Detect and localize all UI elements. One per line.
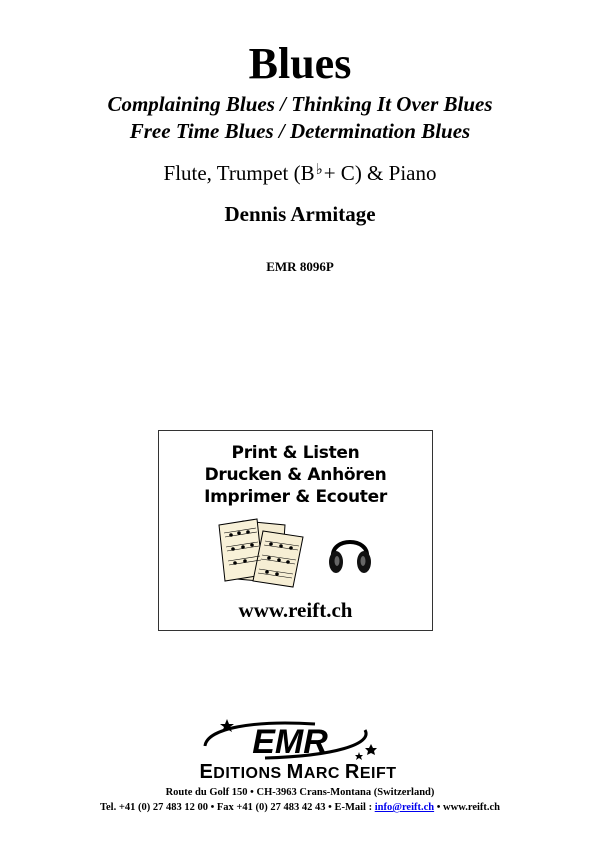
- publisher-name-part: DITIONS: [213, 765, 287, 782]
- publisher-contact: [0, 801, 600, 815]
- instrumentation-text-a: Flute, Trumpet (B: [163, 161, 315, 185]
- publisher-name-part: EIFT: [359, 765, 397, 782]
- promo-website[interactable]: www.reift.ch: [238, 598, 353, 622]
- title: Blues: [248, 39, 352, 88]
- subtitle-line-1: Complaining Blues / Thinking It Over Blues: [107, 92, 493, 116]
- email-link[interactable]: info@reift.ch: [374, 802, 435, 813]
- publisher-address: Route du Golf 150 • CH-3963 Crans-Montana (Switzerland): [165, 787, 435, 798]
- emr-logo: [195, 716, 385, 762]
- publisher-name-part: R: [344, 761, 360, 783]
- publisher-name-part: E: [199, 761, 214, 783]
- instrumentation-text-b: + C) & Piano: [323, 161, 437, 185]
- svg-text:EMR: EMR: [252, 723, 328, 761]
- contact-prefix: Tel. +41 (0) 27 483 12 00 • Fax +41 (0) 27 483 42 43 • E-Mail :: [99, 802, 375, 813]
- publisher-name: [148, 762, 448, 784]
- promo-line-german: Drucken & Anhören: [204, 465, 387, 485]
- sheet-music-icon: [215, 517, 307, 589]
- headphones-icon: [327, 527, 373, 577]
- composer: Dennis Armitage: [224, 202, 376, 226]
- publisher-name-part: ARC: [303, 765, 345, 782]
- promo-line-english: Print & Listen: [231, 443, 360, 463]
- print-listen-box: [158, 430, 433, 631]
- catalog-number: EMR 8096P: [266, 259, 334, 274]
- instrumentation: [0, 159, 600, 190]
- flat-symbol: ♭: [315, 162, 323, 178]
- publisher-name-part: M: [286, 761, 304, 783]
- contact-suffix: • www.reift.ch: [434, 802, 501, 813]
- promo-line-french: Imprimer & Ecouter: [204, 487, 387, 507]
- subtitle-line-2: Free Time Blues / Determination Blues: [129, 119, 471, 143]
